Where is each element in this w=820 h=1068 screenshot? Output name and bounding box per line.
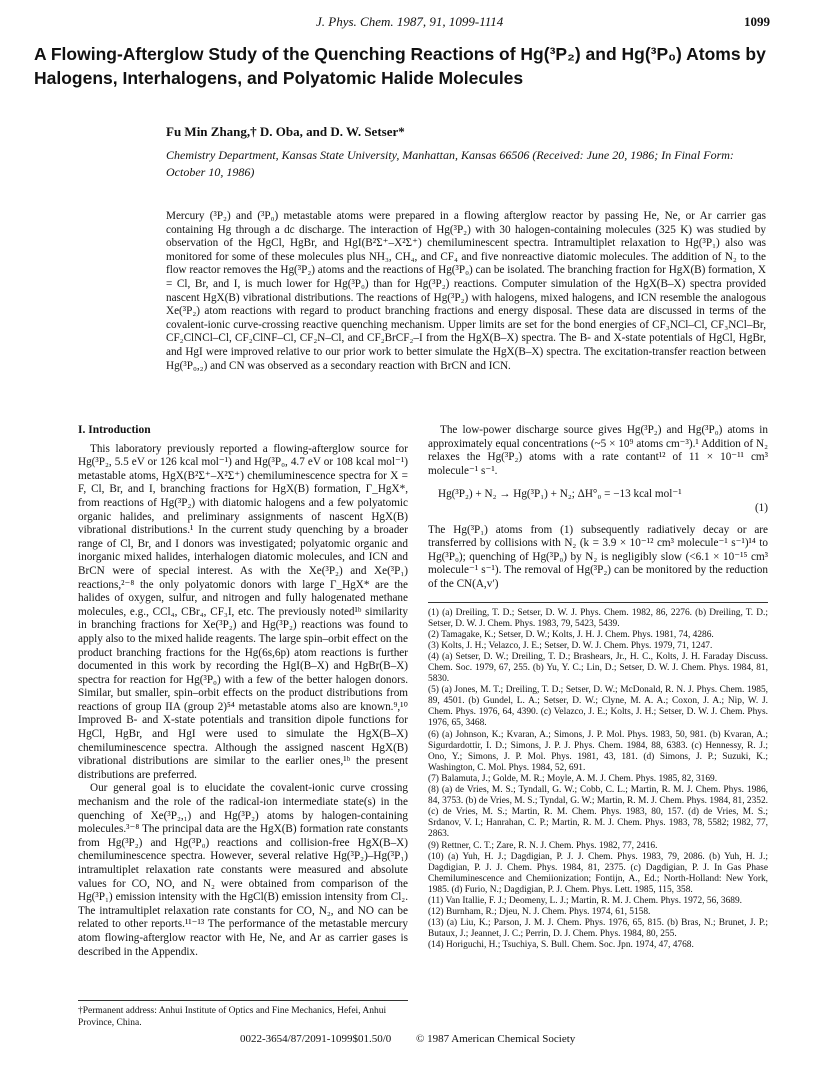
- reference-item: (3) Kolts, J. H.; Velazco, J. E.; Setser, D. W. J. Chem. Phys. 1979, 71, 1247.: [428, 640, 713, 651]
- author-footnote: †Permanent address: Anhui Institute of Optics and Fine Mechanics, Hefei, Anhui Province, China.: [78, 1000, 408, 1029]
- reference-item: (11) Van Itallie, F. J.; Deomeny, L. J.; Martin, R. M. J. Chem. Phys. 1972, 56, 3689.: [428, 895, 742, 906]
- running-head: [0, 14, 820, 34]
- authors: Fu Min Zhang,† D. Oba, and D. W. Setser*: [166, 124, 405, 139]
- body-paragraph-1: The low-power discharge source gives Hg(³P₂) and Hg(³P₀) atoms in approximately equal concentrations (~5 × 10⁹ atoms cm⁻³).¹ Addition of N₂ relaxes the Hg(³P₂) atoms with a rate contant¹² of 11 × 10⁻¹¹ cm³ molecule⁻¹ s⁻¹.: [428, 424, 768, 477]
- references: [428, 602, 768, 952]
- reference-item: (8) (a) de Vries, M. S.; Tyndall, G. W.; Cobb, C. L.; Martin, R. M. J. Chem. Phys. 1986, 84, 3753. (b) de Vries, M. S.; Tyndal, G. W.; Martin, R. M. J. Chem. Phys. 1984, 81, 2352. (c) de Vries, M. S.; Martin, R. M. Chem. Phys. 1983, 80, 157. (d) de Vries, M. S.; Srdanov, V. I.; Hanrahan, C. P.; Martin, R. M. J. Chem. Phys. 1983, 78, 5582; 1982, 77, 2863.: [428, 785, 768, 840]
- reference-item: (6) (a) Johnson, K.; Kvaran, A.; Simons, J. P. Mol. Phys. 1983, 50, 981. (b) Kvaran, A.; Sigurdardottir, I. D.; Simons, J. P. J. Phys. Chem. 1984, 88, 6383. (c) Hennessy, R. J.; Ono, Y.; Simons, J. P. Mol. Phys. 1981, 43, 181. (d) Simons, J. P.; Suzuki, K.; Washington, C. Mol. Phys. 1984, 52, 691.: [428, 729, 768, 773]
- intro-paragraph-1: This laboratory previously reported a flowing-afterglow source for Hg(³P₂, 5.5 eV or 126 kcal mol⁻¹) and Hg(³P₀, 4.7 eV or 108 kcal mol⁻¹) metastable atoms, HgX(B²Σ⁺–X²Σ⁺) chemiluminescence spectra for X = F, Cl, Br, and I, branching fractions for HgX(B) formation, Γ_HgX*, from reactions of Hg(³P₂) with diatomic halogens and a few polyatomic organic halides, and preliminary assignments of nascent HgX(B) vibrational distributions.¹ In the current study quenching by a broader range of Cl, Br, and I donors was investigated; polyatomic organic and inorganic mixed halides, interhalogen diatomic molecules, and ICN and BrCN were of special interest. As with the Xe(³P₂) and Xe(³P₁) reactions,²⁻⁸ the only polyatomic donors with large Γ_HgX* are the halides of oxygen, sulfur, and nitrogen and fully halogenated methane molecules, e.g., CCl₄, CBr₄, CF₃I, etc. The previously noted¹ᵇ similarity in branching fractions for Xe(³P₂) and Hg(³P₂) reactions was found to apply also to the mixed halide reagents. The large spin–orbit effect on the product branching fractions for the Hg(6s,6p) atom reactions is further documented in this work by recording the HgI(B–X) and HgBr(B–X) spectra for reaction for Hg(³P₀) with a few of the better halogen donors. Similar, but smaller, spin–orbit effects on the product distributions from reactions of group IIA (group 2)⁵⁴ metastable atoms also are known.⁹,¹⁰ Improved B- and X-state potentials and transition dipole functions for HgCl, HgBr, and HgI were used to simulate the HgX(B–X) chemiluminescence spectra. Although the assigned nascent HgX(B) vibrational distributions are similar to the earlier ones,¹ᵇ the present distributions are preferred.: [78, 442, 408, 781]
- article-title: A Flowing-Afterglow Study of the Quenching Reactions of Hg(³P₂) and Hg(³P₀) Atoms by Halogens, Interhalogens, and Polyatomic Halide Molecules: [34, 44, 766, 88]
- reference-item: (9) Rettner, C. T.; Zare, R. N. J. Chem. Phys. 1982, 77, 2416.: [428, 840, 658, 851]
- reference-item: (5) (a) Jones, M. T.; Dreiling, T. D.; Setser, D. W.; McDonald, R. N. J. Phys. Chem. 1985, 89, 4501. (b) Gundel, L. A.; Setser, D. W.; Clyne, M. A. A.; Coxon, J. A.; Nip, W. J. Chem. Phys. 1976, 64, 4390. (c) Velazco, J. E.; Kolts, J. H.; Setser, D. W. J. Chem. Phys. 1976, 65, 3468.: [428, 685, 768, 729]
- reference-item: (4) (a) Setser, D. W.; Dreiling, T. D.; Brashears, Jr., H. C., Kolts, J. H. Faraday Discuss. Chem. Soc. 1979, 67, 255. (b) Yu, Y. C.; Lin, D.; Setser, D. W. J. Chem. Phys. 1984, 81, 5830.: [428, 651, 768, 685]
- article-code: 0022-3654/87/2091-1099$01.50/0: [240, 1033, 392, 1045]
- equation-text: Hg(³P₂) + N₂ → Hg(³P₁) + N₂; ΔH°₀ = −13 kcal mol⁻¹: [438, 488, 682, 501]
- equation-number: (1): [754, 501, 768, 514]
- intro-paragraph-2: Our general goal is to elucidate the covalent-ionic curve crossing mechanism and the role of the radical-ion intermediate state(s) in the quenching of Xe(³P₂,₁) and Hg(³P₂) atoms by halogen-containing molecules.³⁻⁸ The principal data are the HgX(B) formation rate constants from Hg(³P₂) and Hg(³P₀) reactions and collision-free HgX(B–X) chemiluminescence spectra. However, several relative Hg(³P₂)–Hg(³P₁) intramultiplet relaxation rate constants were measured and absolute values for CO, NO, and N₂ were obtained from comparison of the Hg(³P₁) emission intensity with the HgCl(B) emission intensity from Cl₂. The intramultiplet relaxation rate constants for CO, N₂, and NO can be related to other reports.¹¹⁻¹³ The performance of the metastable mercury atom flowing-afterglow reactor with He, Ne, and Ar as carrier gases is described in the Appendix.: [78, 782, 408, 958]
- reference-item: (1) (a) Dreiling, T. D.; Setser, D. W. J. Phys. Chem. 1982, 86, 2276. (b) Dreiling, T. D.; Setser, D. W. J. Chem. Phys. 1983, 79, 5423, 5439.: [428, 607, 768, 629]
- body-paragraph-2: The Hg(³P₁) atoms from (1) subsequently radiatively decay or are transferred by collisions with N₂ (k = 3.9 × 10⁻¹² cm³ molecule⁻¹ s⁻¹)¹⁴ to Hg(³P₀); quenching of Hg(³P₀) by N₂ is negligibly slow (<6.1 × 10⁻¹⁵ cm³ molecule⁻¹ s⁻¹). The removal of Hg(³P₂) can be monitored by the reduction of the CN(A,v′): [428, 523, 768, 590]
- left-column: [78, 424, 408, 959]
- page-number: 1099: [744, 14, 770, 29]
- section-heading: I. Introduction: [78, 424, 151, 436]
- equation-1: [428, 488, 768, 515]
- reference-item: (10) (a) Yuh, H. J.; Dagdigian, P. J. J. Chem. Phys. 1983, 79, 2086. (b) Yuh, H. J.; Dagdigian, P. J. J. Chem. Phys. 1984, 81, 2375. (c) Dagdigian, P. J. In Gas Phase Chemiluminescence and Chemiionization; Fontijn, A., Ed.; North-Holland: New York, 1985. (d) Furio, N.; Dagdigian, P. J. Chem. Phys. Lett. 1985, 115, 358.: [428, 851, 768, 895]
- affiliation: Chemistry Department, Kansas State University, Manhattan, Kansas 66506 (Received: June 20, 1986; In Final Form: October 10, 1986): [166, 148, 734, 179]
- reference-item: (13) (a) Liu, K.; Parson, J. M. J. Chem. Phys. 1976, 65, 815. (b) Bras, N.; Brunet, J. P.; Butaux, J.; Jeannet, J. C.; Perrin, D. J. Chem. Phys. 1984, 80, 255.: [428, 918, 768, 940]
- reference-item: (12) Burnham, R.; Djeu, N. J. Chem. Phys. 1974, 61, 5158.: [428, 907, 651, 918]
- reference-item: (2) Tamagake, K.; Setser, D. W.; Kolts, J. H. J. Chem. Phys. 1981, 74, 4286.: [428, 629, 714, 640]
- right-column: [428, 424, 768, 951]
- reference-item: (14) Horiguchi, H.; Tsuchiya, S. Bull. Chem. Soc. Jpn. 1974, 47, 4768.: [428, 940, 694, 951]
- copyright: © 1987 American Chemical Society: [416, 1033, 576, 1045]
- journal-citation: J. Phys. Chem. 1987, 91, 1099-1114: [316, 14, 504, 29]
- abstract: Mercury (³P₂) and (³P₀) metastable atoms were prepared in a flowing afterglow reactor by passing He, Ne, or Ar carrier gas containing Hg through a dc discharge. The interaction of Hg(³P₂) with 30 halogen-containing molecules (325 K) was studied by observation of the HgCl, HgBr, and HgI(B²Σ⁺–X²Σ⁺) chemiluminescent spectra. Intramultiplet relaxation to Hg(³P₁) also was monitored for some of these molecules plus NH₃, CH₄, and CF₄ and five nonreactive diatomic molecules. The addition of N₂ to the flow reactor removes the Hg(³P₂) atoms and the reactions of Hg(³P₀) can be isolated. The branching fraction for HgX(B) formation, X = Cl, Br, and I, is much lower for Hg(³P₀) than for Hg(³P₂) reactions. Computer simulation of the HgX(B–X) spectra provided nascent HgX(B) vibrational distributions. The reactions of Hg(³P₂) with halogens, mixed halogens, and ICN resemble the analogous Xe(³P₂) atom reactions with regard to product branching fractions and energy disposal. These data are discussed in terms of the covalent-ionic curve-crossing reactive quenching mechanism. Upper limits are set for the bond energies of CF₃NCl–Cl, CF₃NCl–Br, CF₂ClNCl–Cl, CF₂ClNF–Cl, CF₂N–Cl, and CF₂BrCF₂–I from the HgX(B–X) spectra. The B- and X-state potentials of HgCl, HgBr, and HgI were improved relative to our prior work to better simulate the HgX(B–X) spectra. The excitation-transfer reaction between Hg(³P₀,₂) and CN was observed as a secondary reaction with BrCN and ICN.: [166, 210, 766, 372]
- reference-item: (7) Balamuta, J.; Golde, M. R.; Moyle, A. M. J. Chem. Phys. 1985, 82, 3169.: [428, 773, 718, 784]
